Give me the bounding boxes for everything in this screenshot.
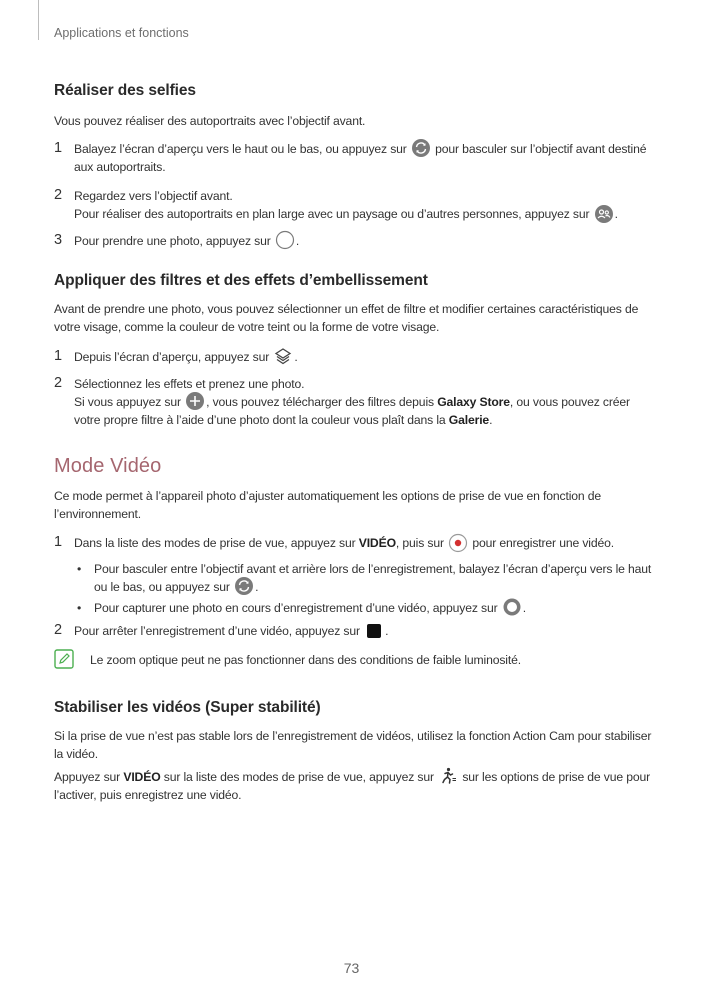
filters-step-1: 1 Depuis l’écran d’aperçu, appuyez sur . — [54, 348, 654, 366]
section-heading-filters: Appliquer des filtres et des effets d’embellissement — [54, 271, 428, 289]
running-header: Applications et fonctions — [54, 26, 189, 40]
selfies-intro: Vous pouvez réaliser des autoportraits avec l’objectif avant. — [54, 114, 366, 128]
filters-icon — [273, 346, 293, 366]
section-heading-selfies: Réaliser des selfies — [54, 82, 196, 99]
margin-rule — [38, 0, 39, 40]
section-heading-video: Mode Vidéo — [54, 455, 162, 478]
selfies-step-1: 1 Balayez l’écran d’aperçu vers le haut ou le bas, ou appuyez sur pour basculer sur l’objectif avant destiné aux autoportraits. — [54, 140, 647, 175]
filters-intro: Avant de prendre une photo, vous pouvez sélectionner un effet de filtre et modifier certaines caractéristiques de votre visage, comme la couleur de votre teint ou la forme de votre visage. — [54, 301, 639, 334]
selfies-step-2: 2 Regardez vers l’objectif avant. Pour réaliser des autoportraits en plan large avec un paysage ou d’autres personnes, appuyez sur . — [54, 187, 654, 223]
record-icon — [448, 533, 468, 553]
note-icon — [54, 649, 74, 669]
video-bullet-1: • Pour basculer entre l’objectif avant et arrière lors de l’enregistrement, balayez l’écran d’aperçu vers le haut ou le bas, ou appuyez sur . — [54, 560, 654, 596]
video-intro: Ce mode permet à l’appareil photo d’ajuster automatiquement les options de prise de vue en fonction de l’environnement. — [54, 489, 602, 522]
shutter-icon — [275, 230, 295, 250]
video-step-1: 1 Dans la liste des modes de prise de vue, appuyez sur VIDÉO, puis sur pour enregistrer une vidéo. — [54, 534, 654, 552]
filters-step-2: 2 Sélectionnez les effets et prenez une photo. Si vous appuyez sur , vous pouvez télécharger des filtres depuis Galaxy Store, ou vous pouvez créer votre propre filtre à l’aide d’une photo dont la couleur vous plaît dans la Galerie. — [54, 375, 630, 428]
stabilize-instructions: Appuyez sur VIDÉO sur la liste des modes de prise de vue, appuyez sur sur les options de prise de vue pour l’activer, puis enregistrez une vidéo. — [54, 768, 654, 804]
page-number: 73 — [343, 960, 360, 976]
switch-camera-icon — [411, 138, 431, 158]
stabilize-intro: Si la prise de vue n’est pas stable lors de l’enregistrement de vidéos, utilisez la fonction Action Cam pour stabiliser la vidéo. — [54, 728, 652, 761]
note-block: Le zoom optique peut ne pas fonctionner dans des conditions de faible luminosité. — [54, 651, 654, 669]
selfies-step-3: 3 Pour prendre une photo, appuyez sur . — [54, 232, 654, 250]
page-content — [54, 82, 654, 804]
stop-icon — [364, 621, 384, 641]
video-step-2: 2 Pour arrêter l’enregistrement d’une vidéo, appuyez sur . — [54, 622, 654, 640]
switch-camera-icon — [234, 576, 254, 596]
super-steady-icon — [438, 766, 458, 786]
add-filter-icon — [185, 391, 205, 411]
section-heading-stabilize: Stabiliser les vidéos (Super stabilité) — [54, 698, 321, 716]
wide-selfie-icon — [594, 204, 614, 224]
video-bullet-2: • Pour capturer une photo en cours d’enregistrement d’une vidéo, appuyez sur . — [54, 599, 654, 617]
capture-photo-icon — [502, 597, 522, 617]
